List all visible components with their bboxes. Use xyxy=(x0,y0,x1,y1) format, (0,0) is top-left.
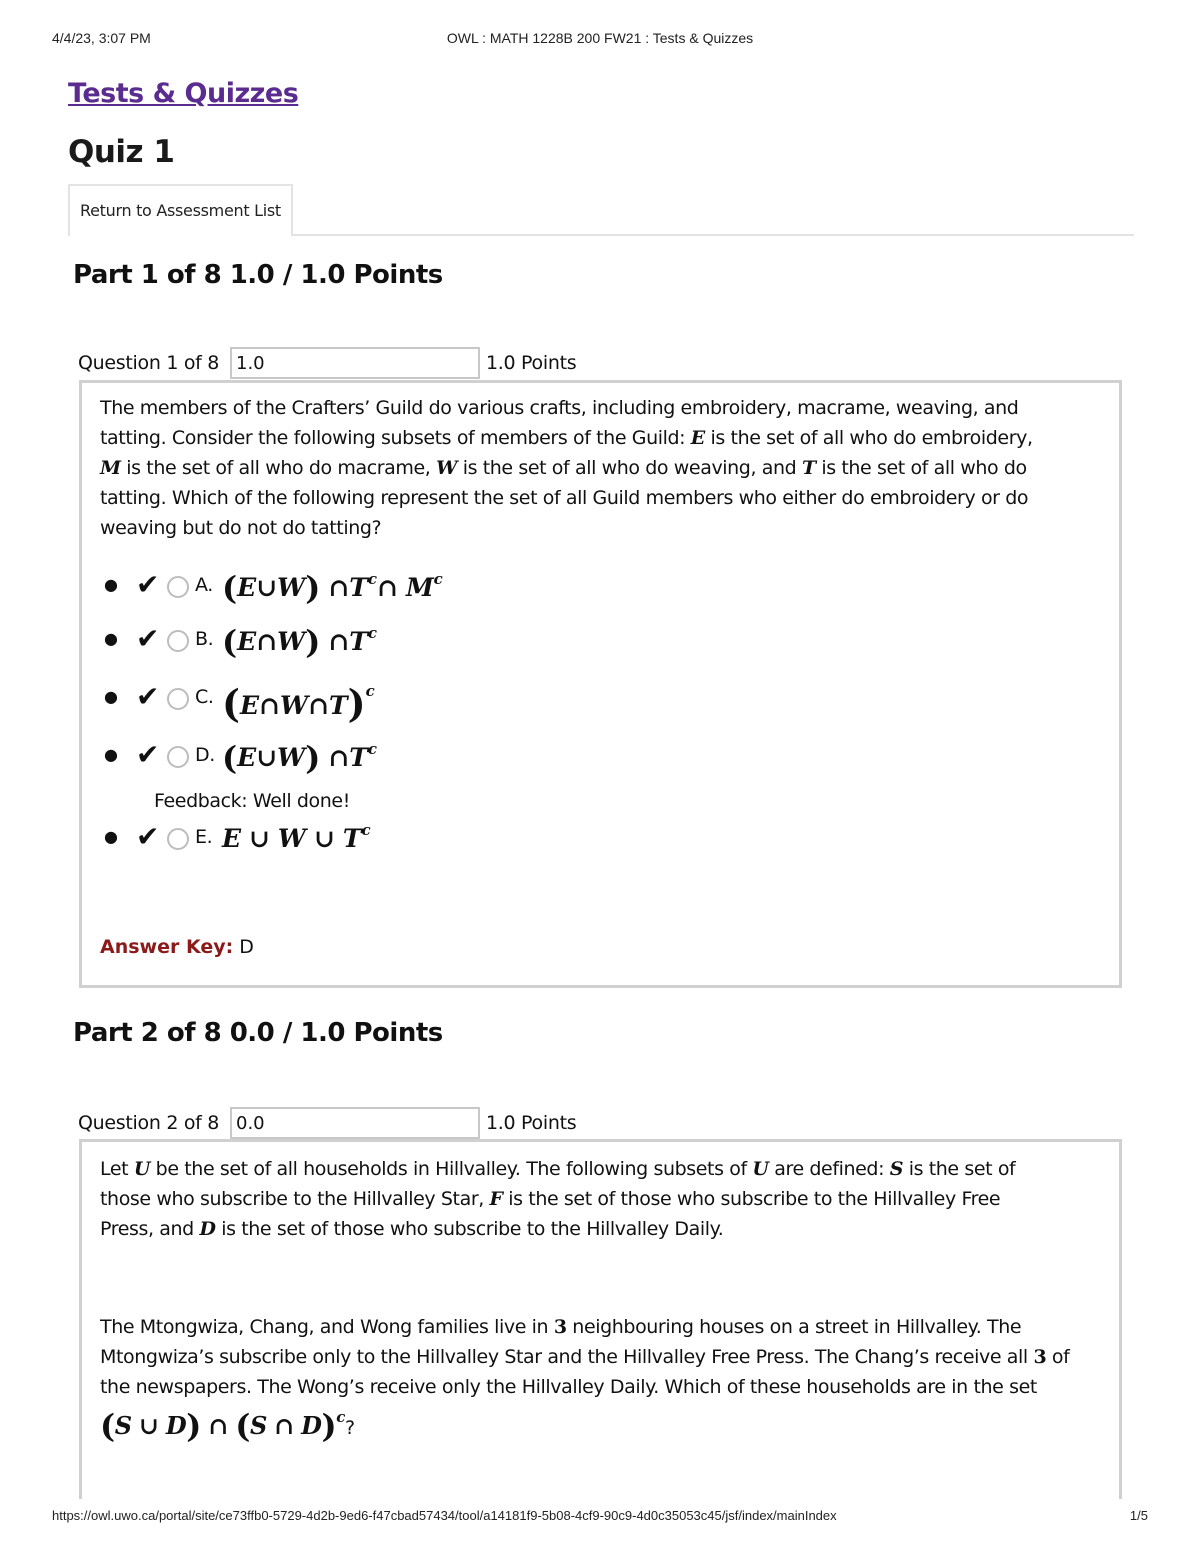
choice-d-feedback: Feedback: Well done! xyxy=(154,790,350,812)
radio-choice-a[interactable] xyxy=(167,576,189,598)
print-url: https://owl.uwo.ca/portal/site/ce73ffb0-5729-4d2b-9ed6-f47cbad57434/tool/a14181f9-5b08-4cf9-90c9-4d0c35053c45/jsf/index/mainIndex xyxy=(52,1508,837,1523)
radio-choice-e[interactable] xyxy=(167,828,189,850)
choice-a-expression: (E∪W) $\cap T^c\cap$ $M^c$ xyxy=(222,569,443,607)
check-icon: ✔ xyxy=(136,622,160,655)
part-2-title: Part 2 of 8 0.0 / 1.0 Points xyxy=(73,1018,443,1048)
print-doc-title: OWL : MATH 1228B 200 FW21 : Tests & Quizzes xyxy=(446,30,754,46)
return-to-assessment-list-button[interactable]: Return to Assessment List xyxy=(68,184,293,236)
answer-key xyxy=(100,936,254,958)
check-icon: ✔ xyxy=(136,820,160,853)
question-2-text-scenario: The Mtongwiza, Chang, and Wong families live in 3 neighbouring houses on a street in Hillvalley. The Mtongwiza’s subscribe only to the Hillvalley Star and the Hillvalley Free Press. The Chang’s receive all 3 of the newspapers. The Wong’s receive only the Hillvalley Daily. Which of these households are in the set (S ∪ D) ∩ (S ∩ D)$^c$? xyxy=(100,1312,1100,1443)
question-2-text-intro: Let U be the set of all households in Hillvalley. The following subsets of U are defined: S is the set of those who subscribe to the Hillvalley Star, F is the set of those who subscribe to the Hillvalley Free Press, and D is the set of those who subscribe to the Hillvalley Daily. xyxy=(100,1158,1016,1240)
check-icon: ✔ xyxy=(136,680,160,713)
radio-choice-d[interactable] xyxy=(167,746,189,768)
question-1-box xyxy=(79,380,1122,988)
quiz-title: Quiz 1 xyxy=(68,134,175,170)
print-page-number: 1/5 xyxy=(1129,1508,1148,1523)
question-1-text: The members of the Crafters’ Guild do various crafts, including embroidery, macrame, weaving, and tatting. Consider the following subsets of members of the Guild: E is the set of all who do embroidery, M is the set of all who do macrame, W is the set of all who do weaving, and T is the set of all who do tatting. Which of the following represent the set of all Guild members who either do embroidery or do weaving but do not do tatting? xyxy=(100,397,1033,539)
question-2-score-input[interactable] xyxy=(230,1107,480,1139)
check-icon: ✔ xyxy=(136,738,160,771)
answer-key-label: Answer Key: xyxy=(100,936,234,958)
print-date: 4/4/23, 3:07 PM xyxy=(52,30,151,46)
nav-bar xyxy=(68,184,1134,236)
print-header xyxy=(0,28,1200,50)
choice-e: ● ✔ E. E ∪ W ∪ $T^c$ xyxy=(104,820,371,853)
print-footer xyxy=(0,1506,1200,1528)
question-2-label: Question 2 of 8 xyxy=(78,1112,220,1134)
question-2-set-expression: (S ∪ D) ∩ (S ∩ D)$^c$? xyxy=(100,1407,355,1445)
choice-d-expression: (E∪W) $\cap T^c$ xyxy=(222,739,378,777)
question-2-points: 1.0 Points xyxy=(486,1112,577,1134)
question-1-score-input[interactable] xyxy=(230,347,480,379)
question-2-box xyxy=(79,1139,1122,1499)
question-1-points: 1.0 Points xyxy=(486,352,577,374)
radio-choice-b[interactable] xyxy=(167,630,189,652)
choice-a: ● ✔ A. (E∪W) $\cap T^c\cap$ $M^c$ xyxy=(104,568,443,607)
choice-b-expression: (E∩W) $\cap T^c$ xyxy=(222,623,378,661)
choice-e-expression: E ∪ W ∪ $T^c$ xyxy=(222,821,371,853)
question-1-label: Question 1 of 8 xyxy=(78,352,220,374)
part-1-title: Part 1 of 8 1.0 / 1.0 Points xyxy=(73,260,443,290)
choice-b: ● ✔ B. (E∩W) $\cap T^c$ xyxy=(104,622,378,661)
choice-c: ● ✔ C. (E∩W∩T)$^c$ xyxy=(104,680,375,726)
check-icon: ✔ xyxy=(136,568,160,601)
choice-c-expression: (E∩W∩T)$^c$ xyxy=(222,681,375,726)
tests-quizzes-link[interactable]: Tests & Quizzes xyxy=(68,78,299,109)
answer-key-value: D xyxy=(239,936,254,958)
choice-d: ● ✔ D. (E∪W) $\cap T^c$ xyxy=(104,738,378,777)
radio-choice-c[interactable] xyxy=(167,688,189,710)
